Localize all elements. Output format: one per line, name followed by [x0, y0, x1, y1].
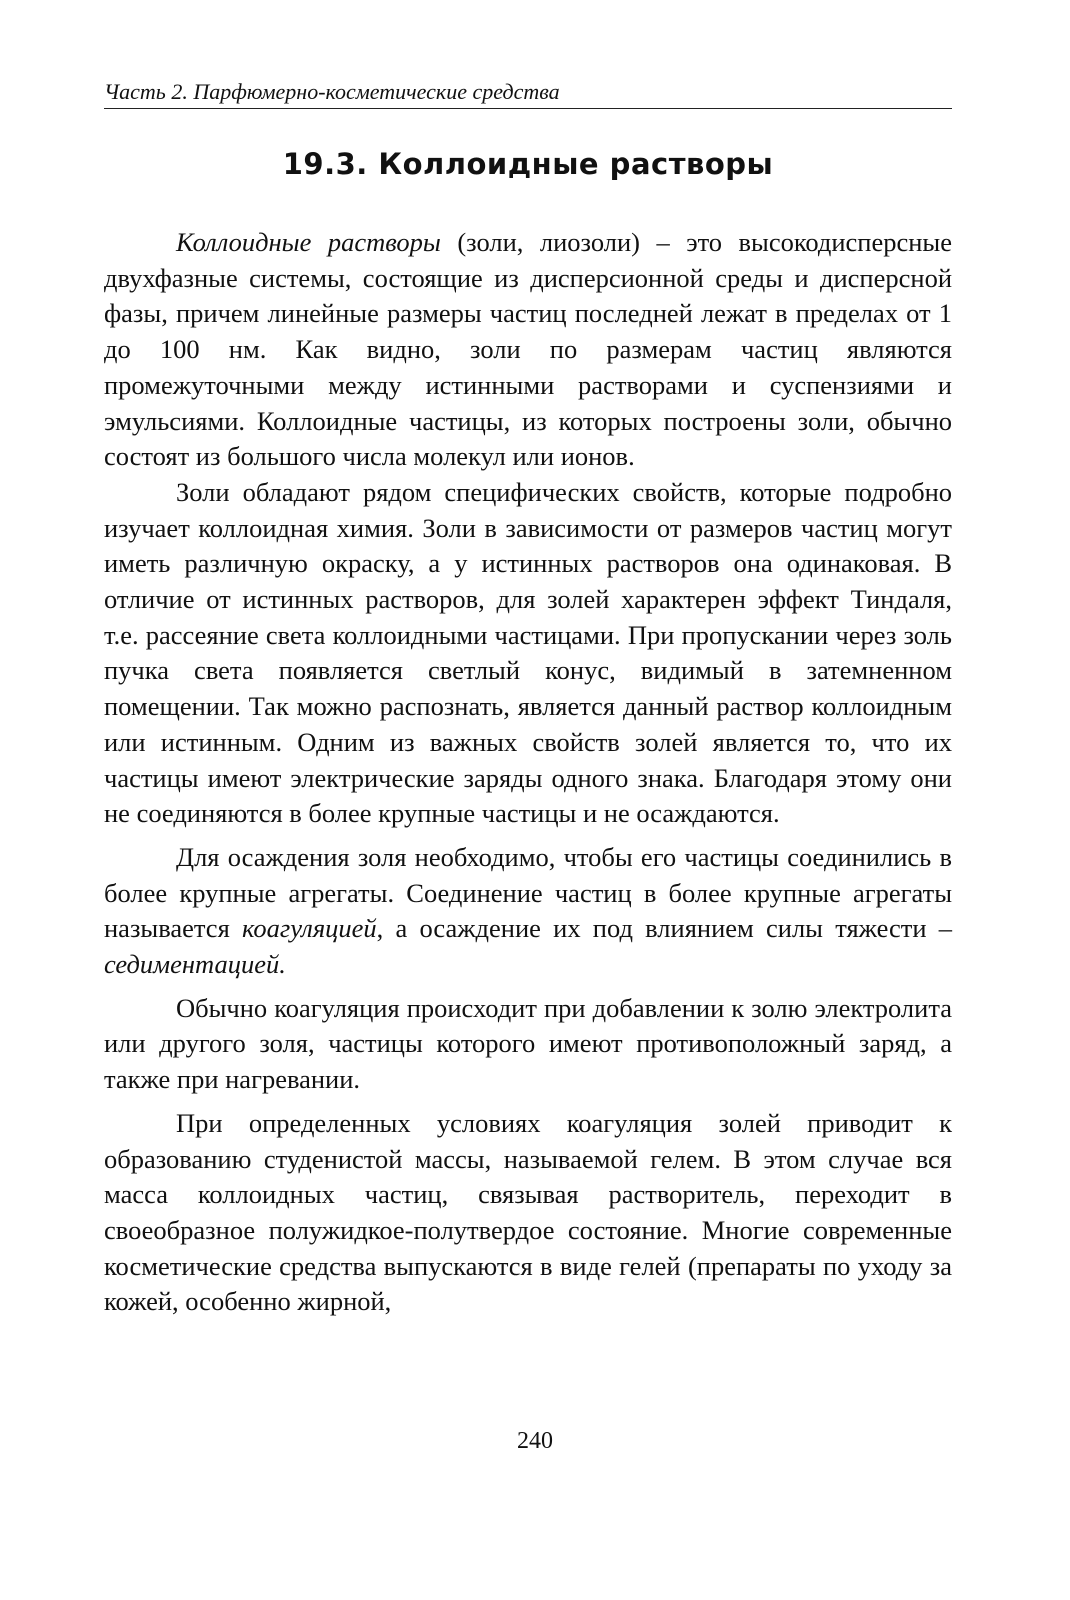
paragraph-3-text-a: Для осаждения золя необходимо, чтобы его частицы соединились в более крупные агрегаты. Соединение частиц в более крупные агрегаты называется	[104, 841, 952, 944]
paragraph-5-text: При определенных условиях коагуляция золей приводит к образованию студенистой массы, называемой гелем. В этом случае вся масса коллоидных частиц, связывая растворитель, переходит в своеобразное полужидкое-полутвердое состояние. Многие современные косметические средства выпускаются в виде гелей (препараты по уходу за кожей, особенно жирной,	[104, 1107, 952, 1317]
page-body	[104, 78, 952, 1320]
paragraph-4	[104, 991, 952, 1098]
paragraph-2	[104, 475, 952, 832]
paragraph-4-text: Обычно коагуляция происходит при добавлении к золю электролита или другого золя, частицы которого имеют противоположный заряд, а также при нагревании.	[104, 992, 952, 1095]
running-head: Часть 2. Парфюмерно-косметические средства	[104, 78, 952, 109]
paragraph-5	[104, 1106, 952, 1320]
term-sedimentation: седиментацией.	[104, 949, 286, 980]
paragraph-1-text: (золи, лиозоли) – это высокодисперсные двухфазные системы, состоящие из дисперсионной среды и дисперсной фазы, причем линейные размеры частиц последней лежат в пределах от 1 до 100 нм. Как видно, золи по размерам частиц являются промежуточными между истинными растворами и суспензиями и эмульсиями. Коллоидные частицы, из которых построены золи, обычно состоят из большого числа молекул или ионов.	[104, 227, 953, 472]
paragraph-3-text-b: , а осаждение их под влиянием силы тяжести –	[376, 913, 953, 944]
paragraph-1	[104, 225, 952, 475]
paragraph-2-text: Золи обладают рядом специфических свойств, которые подробно изучает коллоидная химия. Золи в зависимости от размеров частиц могут иметь различную окраску, а у истинных растворов она одинаковая. В отличие от истинных растворов, для золей характерен эффект Тиндаля, т.е. рассеяние света коллоидными частицами. При пропускании через золь пучка света появляется светлый конус, видимый в затемненном помещении. Так можно распознать, является данный раствор коллоидным или истинным. Одним из важных свойств золей является то, что их частицы имеют электрические заряды одного знака. Благодаря этому они не соединяются в более крупные частицы и не осаждаются.	[104, 476, 952, 829]
term-coagulation: коагуляцией	[241, 913, 377, 944]
term-colloid-solutions: Коллоидные растворы	[176, 227, 441, 257]
section-title: 19.3. Коллоидные растворы	[282, 147, 774, 181]
page-number: 240	[517, 1428, 553, 1454]
paragraph-3	[104, 840, 952, 983]
